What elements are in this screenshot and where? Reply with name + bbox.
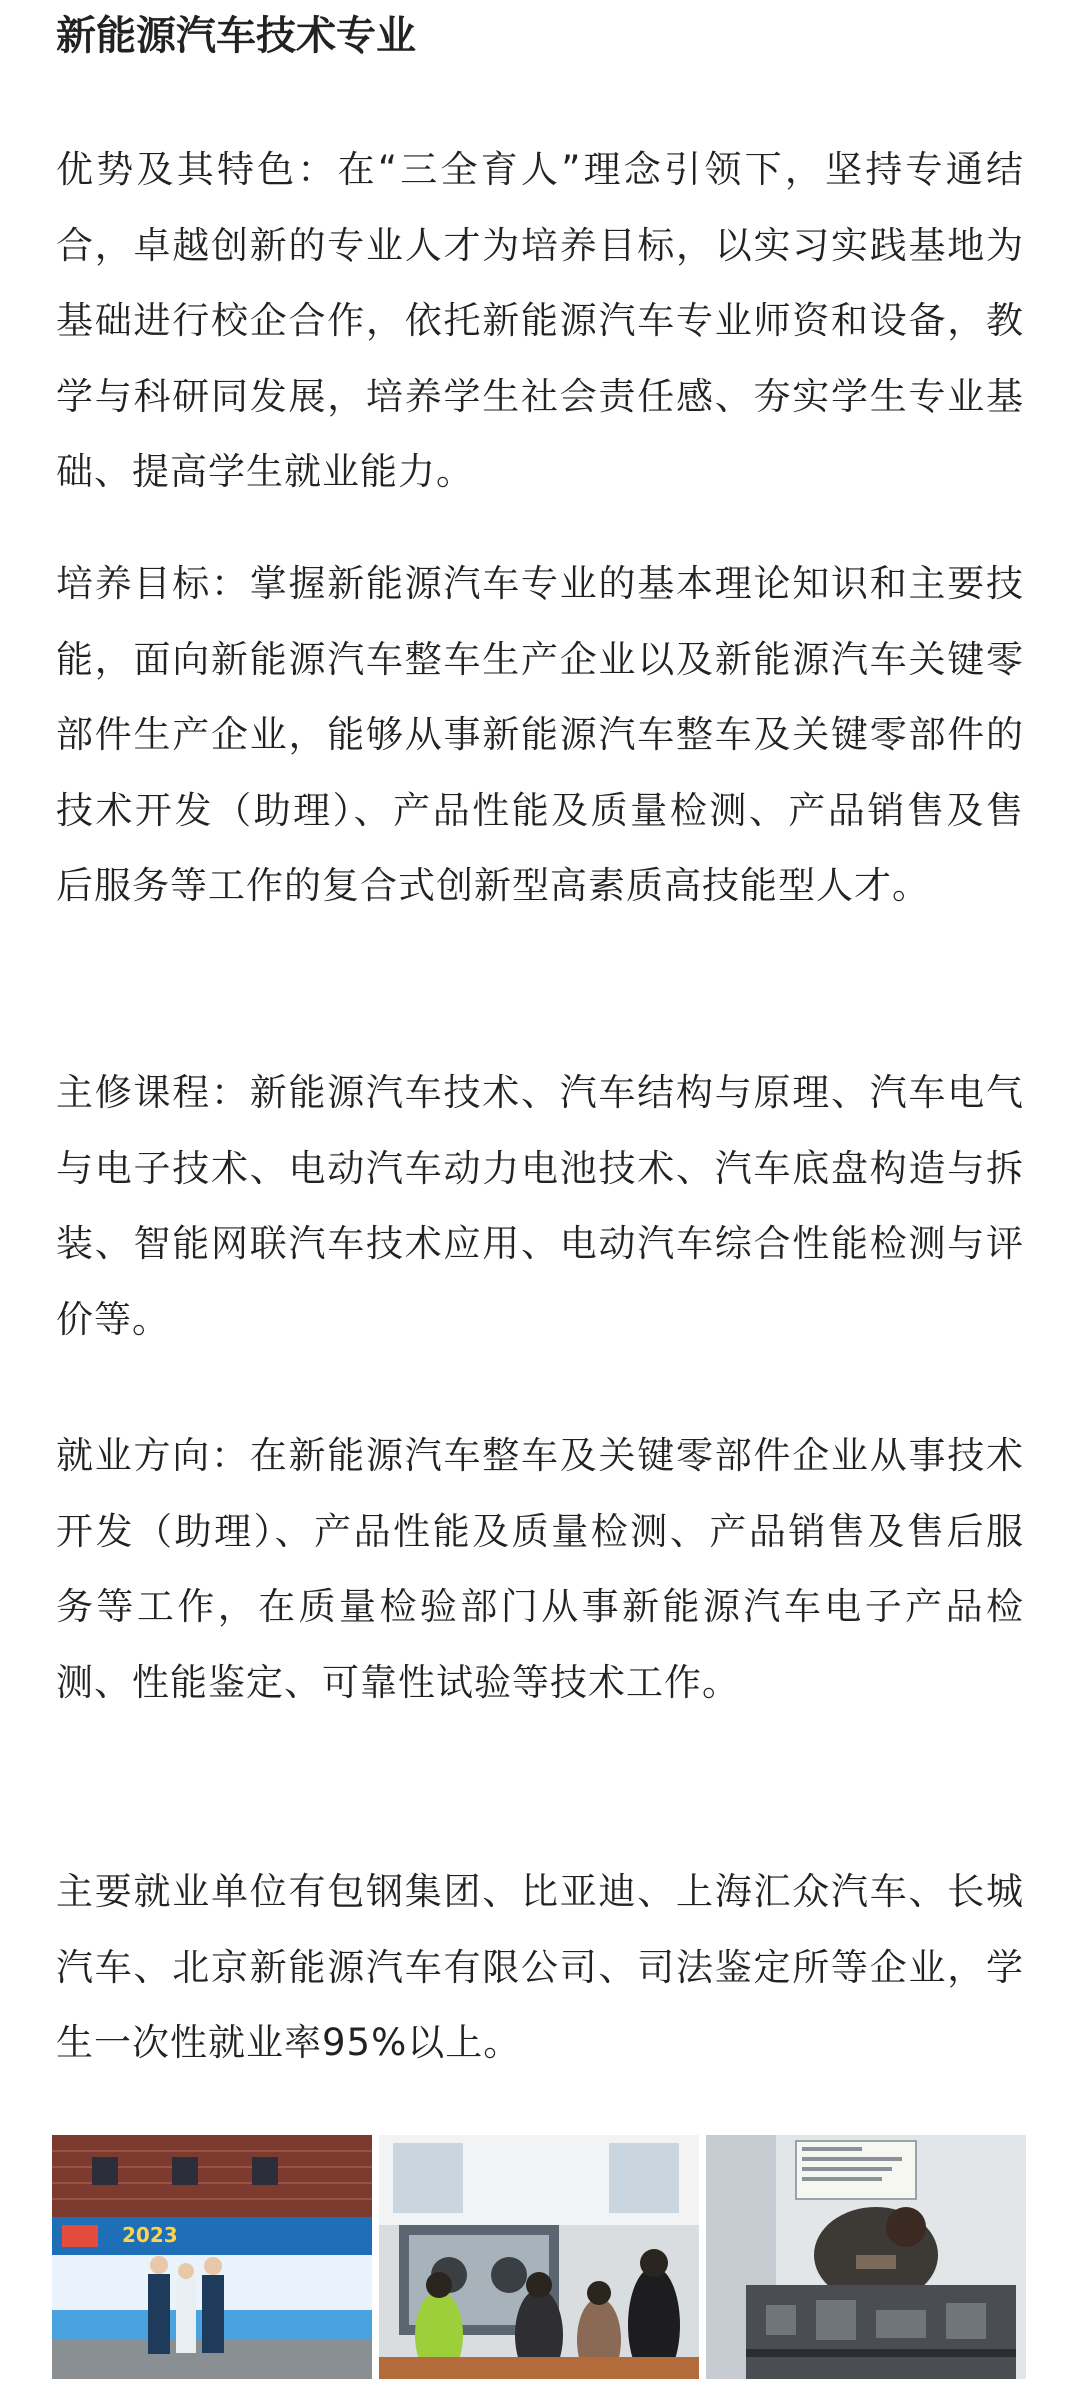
photo-competition-banner[interactable] [52, 2135, 372, 2379]
lab-photo-image [379, 2135, 699, 2379]
paragraph-training-goals: 培养目标：掌握新能源汽车专业的基本理论知识和主要技能，面向新能源汽车整车生产企业以及新能源汽车关键零部件生产企业，能够从事新能源汽车整车及关键零部件的技术开发（助理）、产品性能及质量检测、产品销售及售后服务等工作的复合式创新型高素质高技能型人才。 [56, 562, 1024, 907]
paragraph-employment-direction: 就业方向：在新能源汽车整车及关键零部件企业从事技术开发（助理）、产品性能及质量检测、产品销售及售后服务等工作，在质量检验部门从事新能源汽车电子产品检测、性能鉴定、可靠性试验等技术工作。 [56, 1434, 1024, 1704]
paragraph-employers: 主要就业单位有包钢集团、比亚迪、上海汇众汽车、长城汽车、北京新能源汽车有限公司、司法鉴定所等企业，学生一次性就业率95%以上。 [56, 1870, 1024, 2064]
banner-year-text: 2023 [122, 2223, 178, 2247]
photo-engine-work[interactable] [706, 2135, 1026, 2379]
photo-gallery [52, 2135, 1026, 2379]
engine-photo-image [706, 2135, 1026, 2379]
photo-lab-training[interactable] [379, 2135, 699, 2379]
article-title: 新能源汽车技术专业 [56, 13, 416, 59]
paragraph-advantages: 优势及其特色：在“三全育人”理念引领下，坚持专通结合，卓越创新的专业人才为培养目标，以实习实践基地为基础进行校企合作，依托新能源汽车专业师资和设备，教学与科研同发展，培养学生社会责任感、夯实学生专业基础、提高学生就业能力。 [56, 148, 1024, 493]
paragraph-main-courses: 主修课程：新能源汽车技术、汽车结构与原理、汽车电气与电子技术、电动汽车动力电池技术、汽车底盘构造与拆装、智能网联汽车技术应用、电动汽车综合性能检测与评价等。 [56, 1071, 1024, 1341]
competition-photo-image [52, 2135, 372, 2379]
